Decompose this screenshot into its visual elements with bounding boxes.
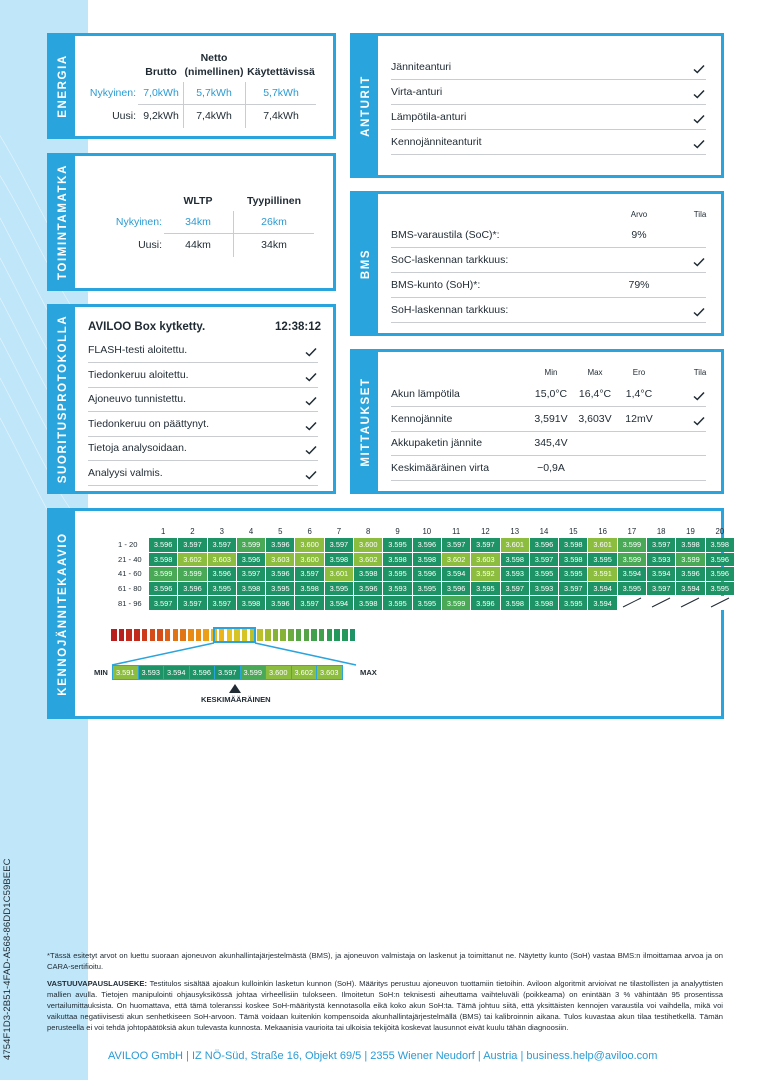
cell-voltage: 3.596 [149, 538, 177, 552]
gradient-segment [188, 629, 194, 641]
cell-voltage: 3.596 [266, 538, 294, 552]
cell-voltage: 3.592 [471, 567, 499, 581]
cell-voltage: 3.595 [208, 582, 236, 596]
tila-header: Tila [693, 368, 707, 377]
gradient-segment [319, 629, 325, 641]
cell-voltage: 3.598 [676, 538, 704, 552]
legend-value: 3.594 [164, 666, 190, 680]
gradient-segment [334, 629, 340, 641]
cell-voltage: 3.602 [354, 553, 382, 567]
cell-voltage: 3.601 [501, 538, 529, 552]
grid-column-header: 7 [336, 526, 342, 536]
legend-value: 3.596 [189, 666, 215, 680]
range-row-label: Nykyinen: [115, 216, 162, 228]
protocol-step: FLASH-testi aloitettu. [88, 344, 188, 356]
grid-column-header: 3 [219, 526, 224, 536]
protocol-title: AVILOO Box kytketty. [88, 321, 206, 333]
grid-column-header: 13 [510, 526, 520, 536]
grid-column-header: 14 [539, 526, 549, 536]
divider [88, 387, 318, 388]
grid-column-header: 4 [248, 526, 254, 536]
grid-column-header: 11 [452, 526, 461, 536]
grid-column-header: 8 [366, 526, 371, 536]
mittaukset-panel [350, 349, 724, 494]
empty-cell-slash-icon [677, 596, 703, 608]
anturit-tab [353, 36, 378, 175]
check-icon [693, 89, 705, 99]
cell-voltage: 3.597 [559, 582, 587, 596]
divider [88, 460, 318, 461]
protocol-step: Tietoja analysoidaan. [88, 442, 187, 454]
cell-voltage: 3.596 [208, 567, 236, 581]
cell-voltage: 3.596 [676, 567, 704, 581]
divider [138, 104, 316, 105]
cell-voltage: 3.602 [442, 553, 470, 567]
cell-voltage: 3.596 [706, 553, 734, 567]
ero-header: Ero [632, 368, 646, 377]
cell-voltage: 3.595 [383, 596, 411, 610]
gradient-segment [265, 629, 271, 641]
divider [164, 233, 314, 234]
grid-column-header: 18 [656, 526, 666, 536]
gradient-segment [119, 629, 125, 641]
anturit-tab-label: ANTURIT [359, 74, 372, 137]
bms-tab [353, 194, 378, 333]
empty-cell [706, 596, 734, 610]
cell-voltage: 3.597 [149, 596, 177, 610]
cell-voltage: 3.595 [618, 582, 646, 596]
divider [391, 322, 706, 323]
suoritusprotokolla-panel [47, 304, 336, 494]
gradient-segment [165, 629, 171, 641]
legend-value: 3.591 [113, 666, 139, 680]
grid-column-header: 16 [598, 526, 607, 536]
brutto-header: Brutto [145, 66, 177, 78]
cell-voltage: 3.597 [442, 538, 470, 552]
disclaimer-title: VASTUUVAPAUSLAUSEKE: [47, 979, 147, 988]
check-icon [305, 421, 317, 431]
cell-voltage-grid [117, 524, 735, 611]
check-icon [693, 114, 705, 124]
divider [245, 82, 246, 128]
cell-voltage: 3.598 [559, 553, 587, 567]
empty-cell-slash-icon [707, 596, 733, 608]
grid-row [118, 596, 734, 610]
average-label: KESKIMÄÄRÄINEN [201, 695, 271, 704]
cell-voltage: 3.595 [266, 582, 294, 596]
divider [391, 104, 706, 105]
gradient-segment [327, 629, 333, 641]
divider [391, 247, 706, 248]
gradient-segment [280, 629, 286, 641]
cell-voltage: 3.596 [178, 582, 206, 596]
cell-voltage: 3.596 [413, 538, 441, 552]
cell-voltage: 3.598 [354, 567, 382, 581]
energia-value: 7,4kWh [263, 110, 299, 122]
cell-voltage: 3.598 [501, 596, 529, 610]
range-row-label: Uusi: [138, 239, 162, 251]
gradient-segment [142, 629, 148, 641]
protocol-time: 12:38:12 [275, 321, 322, 333]
measurement-min: −0,9A [537, 461, 565, 474]
measurement-min: 15,0°C [534, 388, 568, 400]
cell-voltage: 3.597 [208, 538, 236, 552]
range-value: 44km [185, 239, 211, 251]
cell-voltage: 3.594 [442, 567, 470, 581]
energia-panel [47, 33, 336, 139]
cell-voltage: 3.603 [208, 553, 236, 567]
cell-voltage: 3.599 [149, 567, 177, 581]
measurement-max: 16,4°C [578, 388, 612, 400]
empty-cell-slash-icon [648, 596, 674, 608]
divider [88, 411, 318, 412]
cell-voltage: 3.598 [325, 553, 353, 567]
tyypillinen-header: Tyypillinen [246, 195, 302, 207]
cell-voltage: 3.596 [530, 538, 558, 552]
disclaimer-text: Testitulos sisältää ajoakun kulloinkin lasketun kunnon (SoH). Määritys perustuu ajoneuvon tuottamiin tietoihin. Aviloon algoritmit arvioivat ne tilastollisten ja analyyttisten mallien avulla. Tietojen manipulointi ohjausyksikössä johtaa virheellisiin tulokseen. Ilmoitetun SoH:n teknisesti aiheuttama vaihteluväli (poikkeama) on enintään 3 % vähintään 95 prosentissa vertailumittauksista. On huomattava, että tämä toleranssi koskee SoH-määritystä kennotasolla eikä koko akun SoH:ta. Tämä johtuu siitä, että yksittäisten kennojen varaustila voi vaihdella, mikä voi vaikuttaa negatiivisesti akun senhetkiseen SoH-arvoon. Tämä voidaan kuitenkin kompensoida akunhallintajärjestelmällä (BMS) tai kalibroinnin aikana. Tulos kuvastaa akun tilaa testihetkellä. Tämän perusteella ei voi tehdä johtopäätöksiä akun tulevasta kunnosta. Mekaanisia vaurioita tai ulkoisia tekijöitä koskevat lausunnot eivät kuulu tähän diagnoosiin. [47, 979, 723, 1032]
gradient-segment [196, 629, 202, 641]
cell-voltage: 3.597 [647, 538, 675, 552]
divider [391, 129, 706, 130]
gradient-segment [150, 629, 156, 641]
cell-voltage: 3.595 [413, 596, 441, 610]
range-value: 34km [185, 216, 211, 228]
divider [233, 211, 234, 257]
cell-voltage: 3.597 [295, 596, 323, 610]
check-icon [693, 64, 705, 74]
measurement-label: Keskimääräinen virta [391, 461, 490, 474]
measurement-min: 3,591V [534, 412, 568, 425]
energia-row-label: Uusi: [112, 110, 136, 122]
grid-row-label: 81 - 96 [118, 598, 142, 608]
check-icon [693, 391, 705, 401]
divider [391, 297, 706, 298]
gradient-segment [203, 629, 209, 641]
cell-voltage: 3.595 [383, 567, 411, 581]
measurement-max: 3,603V [578, 412, 612, 425]
mittaukset-tab-label: MITTAUKSET [359, 376, 372, 467]
bms-row-label: SoC-laskennan tarkkuus: [391, 254, 509, 266]
cell-voltage: 3.595 [383, 538, 411, 552]
grid-column-header: 1 [160, 526, 166, 536]
measurement-diff: 1,4°C [625, 388, 653, 400]
check-icon [305, 347, 317, 357]
check-icon [693, 416, 705, 426]
cell-voltage: 3.598 [383, 553, 411, 567]
cell-voltage: 3.595 [325, 582, 353, 596]
energia-row-label: Nykyinen: [89, 87, 136, 99]
protocol-step: Ajoneuvo tunnistettu. [88, 393, 187, 405]
cell-voltage: 3.597 [237, 567, 265, 581]
grid-row-label: 61 - 80 [118, 583, 142, 593]
cell-voltage: 3.596 [471, 596, 499, 610]
gradient-segment [111, 629, 117, 641]
empty-cell-slash-icon [619, 596, 645, 608]
legend-min-label: MIN [94, 668, 108, 677]
cell-voltage: 3.598 [237, 596, 265, 610]
grid-column-header: 5 [278, 526, 283, 536]
divider [391, 154, 706, 155]
cell-voltage: 3.593 [647, 553, 675, 567]
energia-value: 5,7kWh [263, 87, 299, 99]
cell-voltage: 3.602 [178, 553, 206, 567]
divider [88, 362, 318, 363]
range-value: 34km [261, 239, 287, 251]
cell-voltage: 3.596 [149, 582, 177, 596]
grid-column-header: 6 [307, 526, 312, 536]
energia-value: 9,2kWh [143, 110, 179, 122]
min-header: Min [544, 368, 558, 377]
divider [391, 480, 706, 481]
sensor-item: Virta-anturi [391, 86, 443, 98]
cell-voltage: 3.596 [237, 553, 265, 567]
cell-voltage: 3.593 [530, 582, 558, 596]
average-marker-icon [229, 684, 241, 693]
bms-row-label: SoH-laskennan tarkkuus: [391, 304, 509, 316]
anturit-panel [350, 33, 724, 178]
cell-voltage: 3.595 [588, 553, 616, 567]
cell-voltage: 3.597 [178, 538, 206, 552]
cell-voltage: 3.598 [354, 596, 382, 610]
legend-value: 3.602 [291, 666, 317, 680]
cell-voltage: 3.593 [383, 582, 411, 596]
cell-voltage: 3.591 [588, 567, 616, 581]
cell-voltage: 3.603 [266, 553, 294, 567]
protocol-step: Analyysi valmis. [88, 466, 163, 479]
cell-voltage: 3.596 [442, 582, 470, 596]
legend-max-label: MAX [360, 668, 377, 677]
gradient-segment [126, 629, 132, 641]
max-header: Max [587, 368, 603, 377]
tila-header: Tila [693, 210, 707, 219]
footer-contact: AVILOO GmbH | IZ NÖ-Süd, Straße 16, Objekt 69/5 | 2355 Wiener Neudorf | Austria | business.help@aviloo.com [108, 1050, 658, 1062]
grid-row-label: 21 - 40 [118, 554, 142, 564]
cell-voltage: 3.598 [149, 553, 177, 567]
range-value: 26km [261, 216, 287, 228]
cell-voltage: 3.598 [530, 596, 558, 610]
suoritusprotokolla-tab-label: SUORITUSPROTOKOLLA [56, 314, 69, 484]
cell-voltage: 3.598 [559, 538, 587, 552]
divider [391, 431, 706, 432]
sensor-item: Lämpötila-anturi [391, 111, 467, 123]
cell-voltage: 3.600 [295, 538, 323, 552]
cell-voltage: 3.597 [471, 538, 499, 552]
netto-header: Netto [200, 52, 228, 64]
check-icon [693, 139, 705, 149]
grid-row-label: 1 - 20 [118, 540, 138, 550]
sensor-item: Kennojänniteanturit [391, 136, 482, 148]
cell-voltage: 3.597 [325, 538, 353, 552]
check-icon [305, 470, 317, 480]
grid-column-header: 19 [686, 526, 695, 536]
kaytettavissa-header: Käytettävissä [247, 66, 315, 78]
measurement-label: Kennojännite [391, 412, 453, 425]
measurement-label: Akun lämpötila [391, 388, 460, 400]
divider [391, 406, 706, 407]
cell-voltage: 3.594 [676, 582, 704, 596]
measurement-label: Akkupaketin jännite [391, 437, 483, 449]
gradient-segment [273, 629, 279, 641]
gradient-segment [157, 629, 163, 641]
suoritusprotokolla-tab [50, 307, 75, 491]
legend-value: 3.603 [317, 666, 343, 680]
grid-row [118, 538, 734, 552]
divider [391, 79, 706, 80]
grid-column-header: 10 [422, 526, 432, 536]
divider [391, 272, 706, 273]
voltage-legend [112, 665, 343, 680]
legend-value: 3.593 [138, 666, 164, 680]
gradient-segment [180, 629, 186, 641]
measurement-diff: 12mV [625, 412, 653, 425]
sensor-item: Jänniteanturi [391, 61, 452, 73]
bms-row-label: BMS-varaustila (SoC)*: [391, 229, 500, 241]
document-id: 4754F1D3-2B51-4FAD-A568-86DD1C59BEEC [2, 858, 13, 1060]
cell-voltage: 3.600 [295, 553, 323, 567]
empty-cell [647, 596, 675, 610]
cell-voltage: 3.594 [647, 567, 675, 581]
divider [183, 82, 184, 128]
cell-voltage: 3.595 [706, 582, 734, 596]
gradient-segment [134, 629, 140, 641]
gradient-segment [342, 629, 348, 641]
check-icon [693, 257, 705, 267]
cell-voltage: 3.596 [706, 567, 734, 581]
cell-voltage: 3.596 [413, 567, 441, 581]
cell-voltage: 3.594 [325, 596, 353, 610]
gradient-segment [288, 629, 294, 641]
measurement-min: 345,4V [534, 437, 568, 449]
energia-value: 7,4kWh [196, 110, 232, 122]
cell-voltage: 3.595 [559, 596, 587, 610]
bms-tab-label: BMS [359, 248, 372, 279]
cell-voltage: 3.596 [354, 582, 382, 596]
cell-voltage: 3.603 [471, 553, 499, 567]
cell-voltage: 3.598 [706, 538, 734, 552]
cell-voltage: 3.596 [266, 567, 294, 581]
grid-column-header: 20 [715, 526, 725, 536]
kennojannitekaavio-tab-label: KENNOJÄNNITEKAAVIO [56, 531, 69, 696]
cell-voltage: 3.595 [559, 567, 587, 581]
energia-value: 7,0kWh [143, 87, 179, 99]
cell-voltage: 3.595 [471, 582, 499, 596]
divider [88, 485, 318, 486]
cell-voltage: 3.598 [501, 553, 529, 567]
arvo-header: Arvo [630, 210, 648, 219]
empty-cell [676, 596, 704, 610]
check-icon [305, 372, 317, 382]
cell-voltage: 3.598 [237, 582, 265, 596]
grid-row-label: 41 - 60 [118, 569, 142, 579]
protocol-step: Tiedonkeruu on päättynyt. [88, 417, 210, 430]
cell-voltage: 3.597 [295, 567, 323, 581]
cell-voltage: 3.597 [647, 582, 675, 596]
mittaukset-tab [353, 352, 378, 491]
cell-voltage: 3.599 [237, 538, 265, 552]
disclaimer [47, 978, 723, 1033]
wltp-header: WLTP [183, 195, 213, 207]
cell-voltage: 3.596 [266, 596, 294, 610]
legend-value: 3.600 [266, 666, 292, 680]
cell-voltage: 3.601 [325, 567, 353, 581]
cell-voltage: 3.597 [208, 596, 236, 610]
energia-value: 5,7kWh [196, 87, 232, 99]
cell-voltage: 3.598 [413, 553, 441, 567]
cell-voltage: 3.601 [588, 538, 616, 552]
gradient-segment [173, 629, 179, 641]
empty-cell [618, 596, 646, 610]
cell-voltage: 3.600 [354, 538, 382, 552]
bms-row-label: BMS-kunto (SoH)*: [391, 279, 481, 291]
grid-corner [118, 525, 148, 537]
gradient-segment [350, 629, 356, 641]
check-icon [305, 396, 317, 406]
gradient-segment [311, 629, 317, 641]
check-icon [693, 307, 705, 317]
cell-voltage: 3.599 [618, 553, 646, 567]
bms-row-value: 9% [631, 229, 647, 241]
bms-panel [350, 191, 724, 336]
footnote: *Tässä esitetyt arvot on luettu suoraan ajoneuvon akunhallintajärjestelmästä (BMS), ja ajoneuvon valmistaja on laskenut ja toimittanut ne. Näytetty kunto (SoH) vastaa BMS:n ilmoittamaa arvoa ja on CARA-sertifioitu. [47, 951, 723, 971]
cell-voltage: 3.597 [530, 553, 558, 567]
cell-voltage: 3.599 [442, 596, 470, 610]
netto-subheader: (nimellinen) [184, 66, 244, 78]
gradient-segment [257, 629, 263, 641]
protocol-step: Tiedonkeruu aloitettu. [88, 368, 189, 381]
toimintamatka-tab-label: TOIMINTAMATKA [56, 164, 69, 280]
cell-voltage: 3.594 [588, 596, 616, 610]
grid-row [118, 553, 734, 567]
cell-voltage: 3.597 [178, 596, 206, 610]
cell-voltage: 3.599 [676, 553, 704, 567]
cell-voltage: 3.598 [295, 582, 323, 596]
grid-column-header: 15 [568, 526, 578, 536]
grid-column-header: 9 [395, 526, 400, 536]
cell-voltage: 3.599 [618, 538, 646, 552]
grid-row [118, 582, 734, 596]
divider [88, 436, 318, 437]
cell-voltage: 3.595 [530, 567, 558, 581]
cell-voltage: 3.597 [501, 582, 529, 596]
energia-tab-label: ENERGIA [56, 54, 69, 118]
grid-column-header: 12 [481, 526, 490, 536]
grid-column-header: 17 [627, 526, 637, 536]
toimintamatka-panel [47, 153, 336, 291]
check-icon [305, 445, 317, 455]
focus-connector-lines [110, 641, 360, 667]
gradient-segment [296, 629, 302, 641]
grid-column-header: 2 [190, 526, 195, 536]
cell-voltage: 3.593 [501, 567, 529, 581]
legend-value: 3.597 [215, 666, 241, 680]
cell-voltage: 3.595 [413, 582, 441, 596]
kennojannitekaavio-tab [50, 511, 75, 716]
grid-row [118, 567, 734, 581]
cell-voltage: 3.594 [588, 582, 616, 596]
gradient-segment [304, 629, 310, 641]
divider [391, 455, 706, 456]
bms-row-value: 79% [628, 279, 650, 291]
toimintamatka-tab [50, 156, 75, 288]
legend-value: 3.599 [240, 666, 266, 680]
cell-voltage: 3.599 [178, 567, 206, 581]
cell-voltage: 3.594 [618, 567, 646, 581]
